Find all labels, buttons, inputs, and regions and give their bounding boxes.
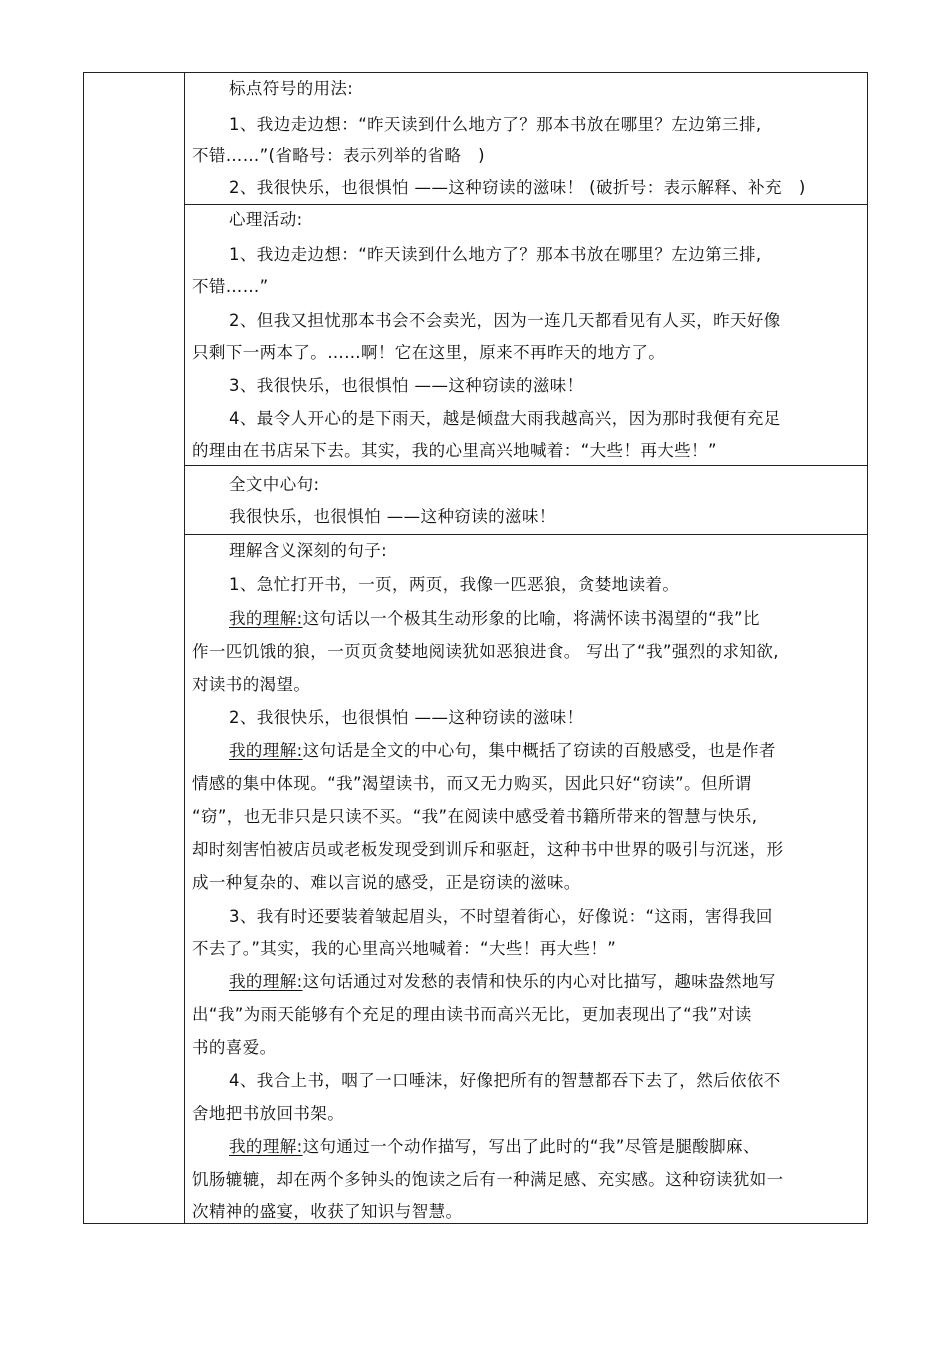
section-psychology: [185, 204, 867, 465]
understanding-label: 我的理解:: [229, 609, 303, 628]
text-line: 出“我”为雨天能够有个充足的理由读书而高兴无比，更加表现出了“我”对读: [192, 1005, 752, 1024]
section-heading: 理解含义深刻的句子:: [229, 541, 388, 560]
section-central-sentence: [185, 465, 867, 534]
label-column: [84, 73, 185, 1223]
text-line: [229, 972, 776, 992]
section-heading: 全文中心句:: [229, 475, 320, 494]
text-line: 1、我边走边想：“昨天读到什么地方了？那本书放在哪里？左边第三排,: [229, 115, 762, 134]
text-line: 的理由在书店呆下去。其实，我的心里高兴地喊着：“大些！再大些！”: [192, 441, 717, 460]
text-line: 情感的集中体现。“我”渴望读书，而又无力购买，因此只好“窃读”。但所谓: [192, 774, 752, 793]
text-line: 书的喜爱。: [192, 1038, 277, 1057]
text-line: 成一种复杂的、难以言说的感受，正是窃读的滋味。: [192, 873, 581, 892]
text-line: 却时刻害怕被店员或老板发现受到训斥和驱赶，这种书中世界的吸引与沉迷，形: [192, 840, 784, 859]
text-span: 这句话以一个极其生动形象的比喻，将满怀读书渴望的“我”比: [302, 609, 760, 628]
text-line: 不去了。”其实，我的心里高兴地喊着：“大些！再大些！”: [192, 939, 617, 958]
understanding-label: 我的理解:: [229, 1137, 303, 1156]
section-heading: 标点符号的用法:: [229, 79, 354, 98]
text-line: 饥肠辘辘，却在两个多钟头的饱读之后有一种满足感、充实感。这种窃读犹如一: [192, 1170, 784, 1189]
section-punctuation: [185, 73, 867, 204]
text-line: 不错……”(省略号：表示列举的省略 ): [192, 146, 486, 165]
text-line: [229, 741, 776, 761]
text-line: 4、最令人开心的是下雨天，越是倾盘大雨我越高兴，因为那时我便有充足: [229, 409, 781, 428]
text-line: 2、但我又担忧那本书会不会卖光，因为一连几天都看见有人买，昨天好像: [229, 311, 781, 330]
text-line: “窃”，也无非只是只读不买。“我”在阅读中感受着书籍所带来的智慧与快乐,: [192, 807, 758, 826]
text-line: 我很快乐，也很惧怕 ——这种窃读的滋味！: [229, 507, 556, 526]
text-line: 1、我边走边想：“昨天读到什么地方了？那本书放在哪里？左边第三排,: [229, 245, 762, 264]
text-line: 对读书的渴望。: [192, 675, 311, 694]
section-heading: 心理活动:: [229, 210, 303, 229]
section-understanding: [185, 534, 867, 1225]
notes-table: [83, 72, 868, 1224]
text-line: 2、我很快乐，也很惧怕 ——这种窃读的滋味！ (破折号：表示解释、补充 ): [229, 178, 806, 197]
understanding-label: 我的理解:: [229, 972, 303, 991]
text-span: 这句通过一个动作描写，写出了此时的“我”尽管是腿酸脚麻、: [302, 1137, 760, 1156]
text-span: 这句话通过对发愁的表情和快乐的内心对比描写，趣味盎然地写: [302, 972, 776, 991]
text-line: 只剩下一两本了。……啊！它在这里，原来不再昨天的地方了。: [192, 343, 666, 362]
text-line: 次精神的盛宴，收获了知识与智慧。: [192, 1202, 463, 1221]
text-line: 3、我很快乐，也很惧怕 ——这种窃读的滋味！: [229, 376, 584, 395]
text-line: 1、急忙打开书，一页，两页，我像一匹恶狼，贪婪地读着。: [229, 575, 680, 594]
text-line: [229, 609, 760, 629]
text-line: [229, 1137, 760, 1157]
text-line: 不错……”: [192, 277, 269, 296]
text-line: 2、我很快乐，也很惧怕 ——这种窃读的滋味！: [229, 708, 584, 727]
text-line: 4、我合上书，咽了一口唾沫，好像把所有的智慧都吞下去了，然后依依不: [229, 1071, 781, 1090]
text-line: 作一匹饥饿的狼，一页页贪婪地阅读犹如恶狼进食。 写出了“我”强烈的求知欲,: [192, 642, 779, 661]
understanding-label: 我的理解:: [229, 741, 303, 760]
text-line: 3、我有时还要装着皱起眉头，不时望着街心，好像说：“这雨，害得我回: [229, 907, 773, 926]
text-span: 这句话是全文的中心句，集中概括了窃读的百般感受，也是作者: [302, 741, 776, 760]
text-line: 舍地把书放回书架。: [192, 1104, 345, 1123]
